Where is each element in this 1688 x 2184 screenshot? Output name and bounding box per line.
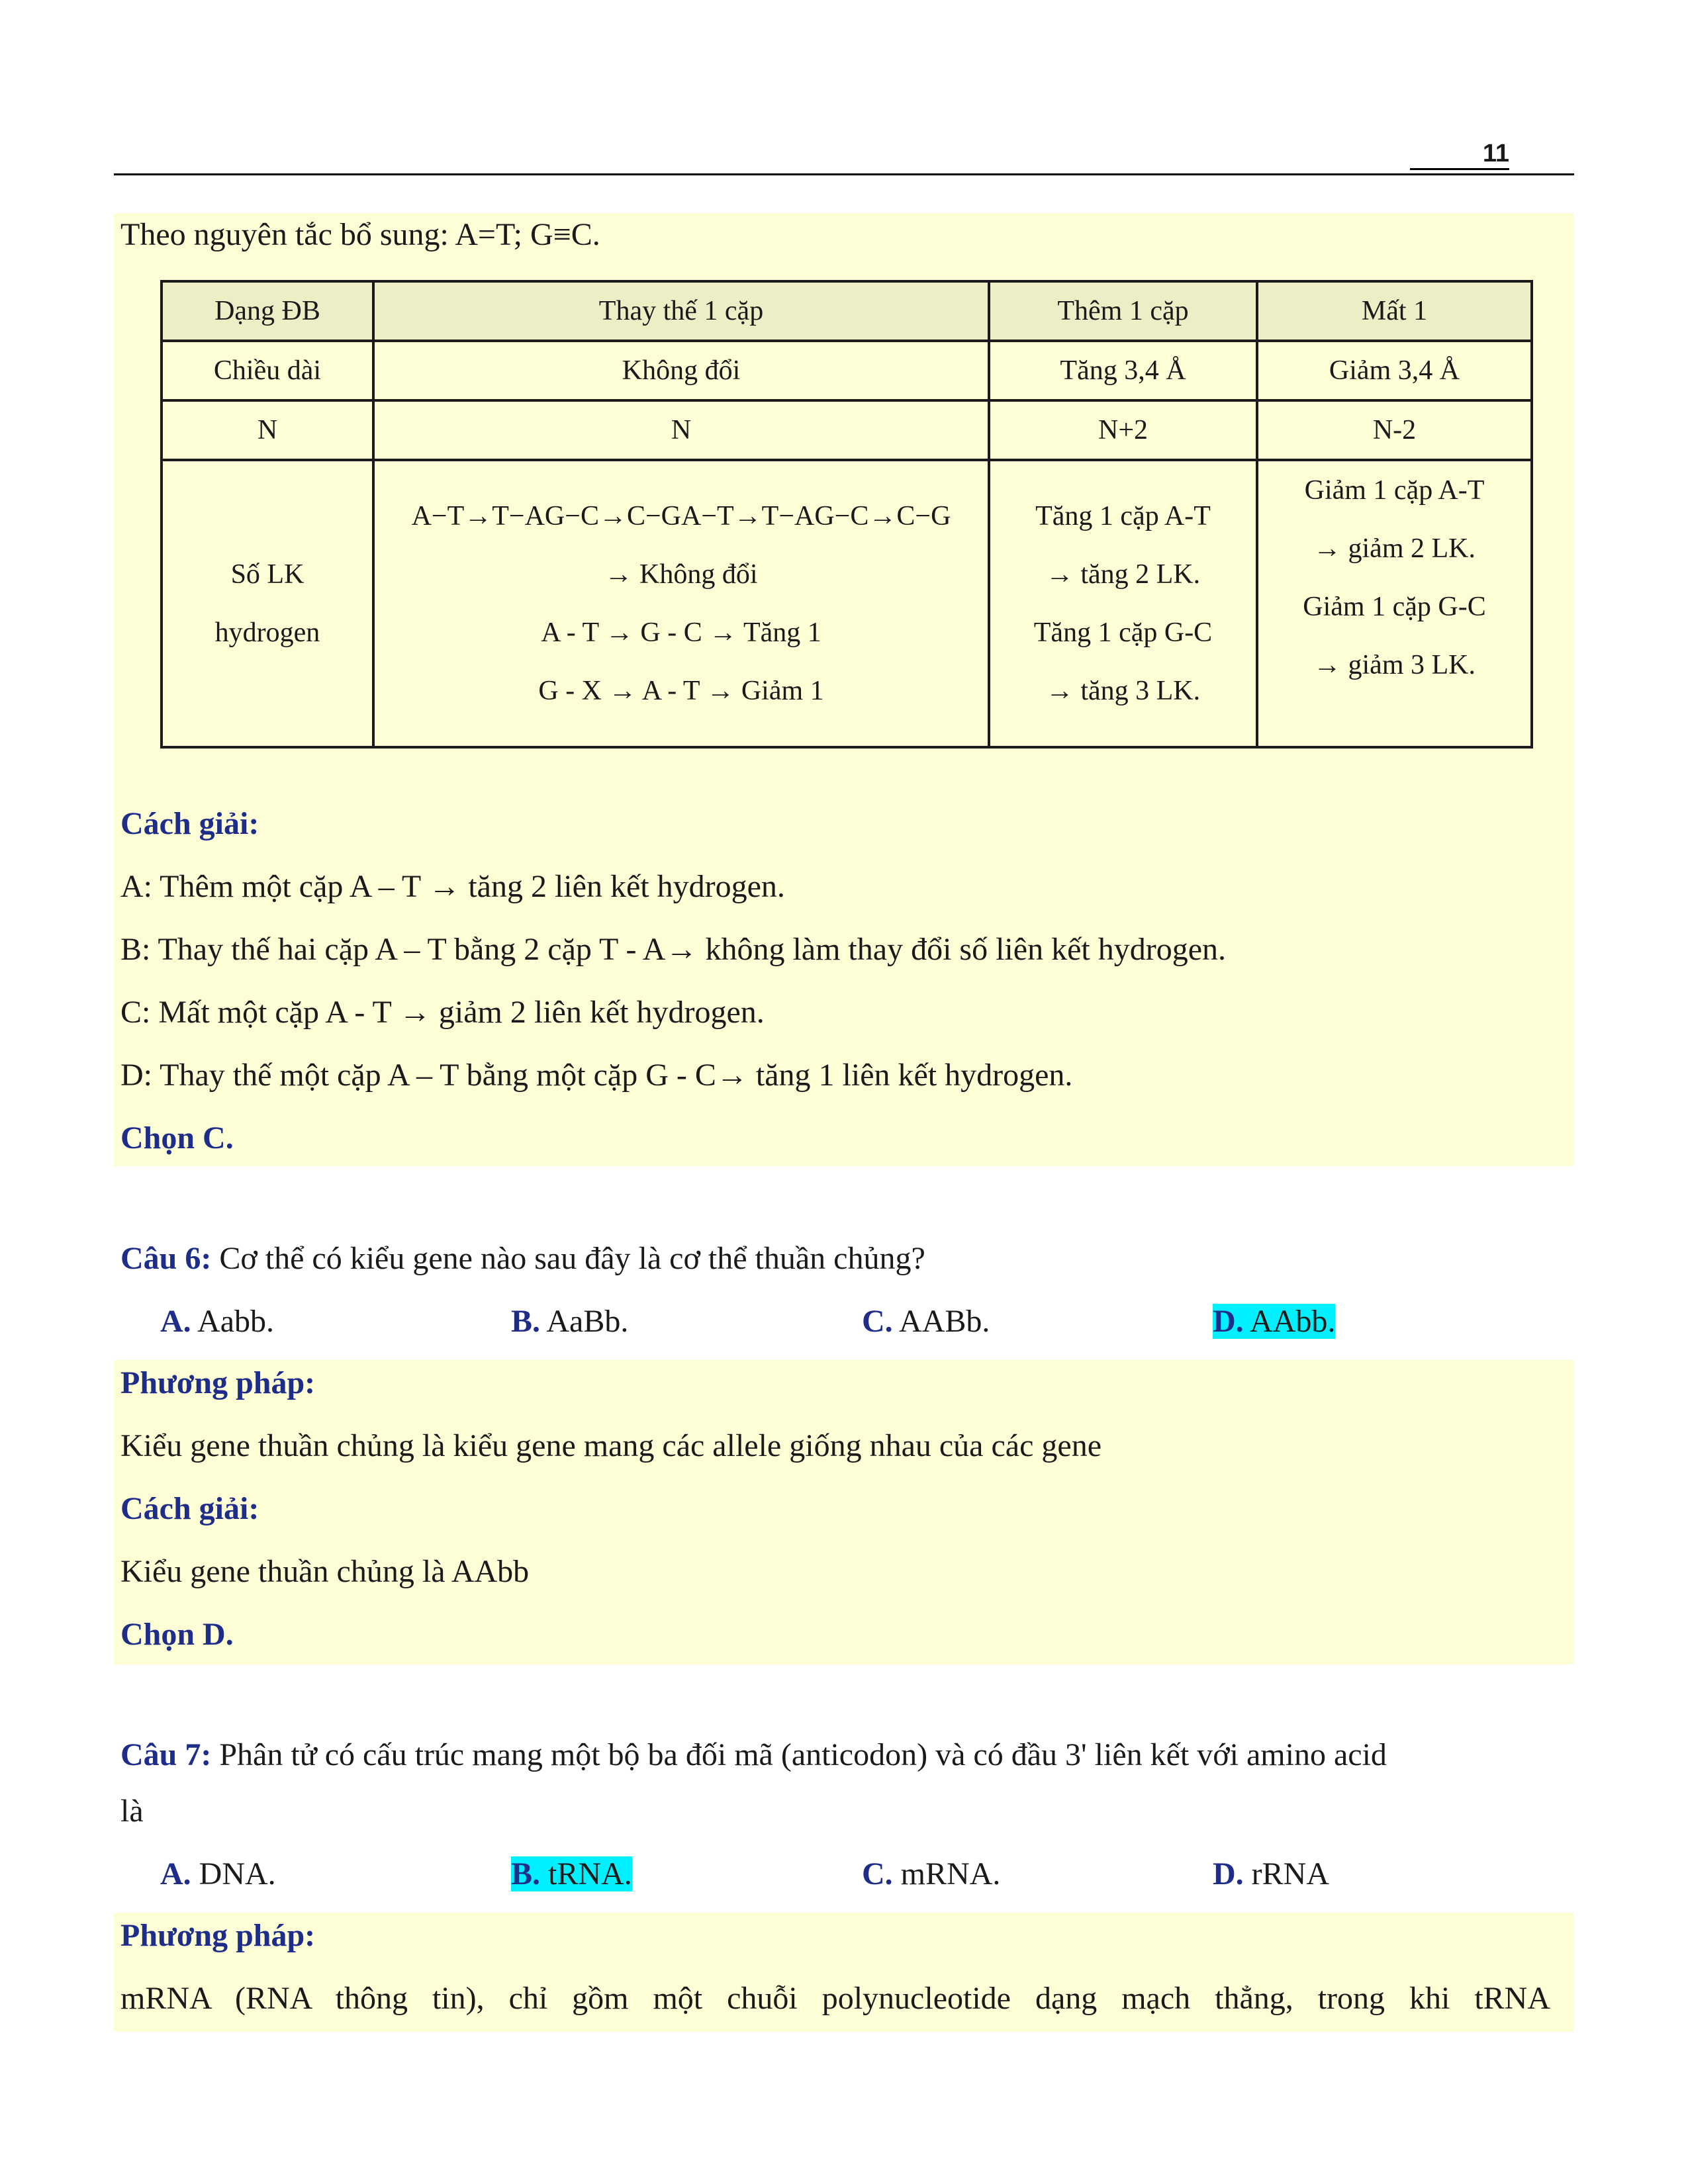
- q7-option-d: [1213, 1854, 1329, 1894]
- table-cell-hbond-deletion: [1257, 460, 1532, 747]
- table-header-cell: Mất 1: [1257, 281, 1532, 341]
- q6-option-c: [862, 1302, 990, 1342]
- table-header-cell: Thêm 1 cặp: [989, 281, 1257, 341]
- table-cell-hbond-substitution: [373, 460, 989, 747]
- q6-option-d: [1213, 1302, 1335, 1342]
- option-text: Aabb.: [191, 1304, 274, 1339]
- table-cell: N+2: [989, 400, 1257, 460]
- option-letter: A.: [160, 1304, 191, 1339]
- q6-label: Câu 6:: [120, 1241, 212, 1276]
- table-header-row: [162, 281, 1532, 341]
- cell-line: → giảm 2 LK.: [1313, 533, 1476, 564]
- q7-method-heading: Phương pháp:: [120, 1918, 316, 1953]
- cell-line: Giảm 1 cặp A-T: [1304, 475, 1485, 506]
- q7-option-a: [160, 1854, 276, 1894]
- q6-method-heading: Phương pháp:: [120, 1365, 316, 1400]
- table-cell-hbond-addition: [989, 460, 1257, 747]
- table-cell: N: [373, 400, 989, 460]
- option-text: rRNA: [1243, 1856, 1329, 1891]
- q7-question: [120, 1735, 1387, 1775]
- cell-line: G - X → A - T → Giảm 1: [538, 676, 824, 706]
- option-letter: C.: [862, 1856, 893, 1891]
- table-cell: N-2: [1257, 400, 1532, 460]
- q5-line-c: C: Mất một cặp A - T → giảm 2 liên kết hydrogen.: [120, 995, 765, 1030]
- q6-method-text: Kiểu gene thuần chủng là kiểu gene mang các allele giống nhau của các gene: [120, 1428, 1102, 1463]
- q6-question: [120, 1239, 925, 1279]
- table-header-cell: Dạng ĐB: [162, 281, 373, 341]
- table-cell: Tăng 3,4 Å: [989, 341, 1257, 400]
- q7-option-b: [511, 1854, 632, 1894]
- q6-answer: Chọn D.: [120, 1617, 234, 1652]
- q6-solution-text: Kiểu gene thuần chủng là AAbb: [120, 1554, 530, 1589]
- q7-method-text: mRNA (RNA thông tin), chỉ gồm một chuỗi polynucleotide dạng mạch thẳng, trong khi tRNA: [120, 1981, 1550, 2016]
- q7-question-cont: là: [120, 1794, 144, 1829]
- option-letter: D.: [1213, 1856, 1244, 1891]
- table-row-length: [162, 341, 1532, 400]
- option-letter: B.: [511, 1304, 541, 1339]
- table-cell-hbond-label: [162, 460, 373, 747]
- option-text: AaBb.: [540, 1304, 629, 1339]
- cell-line: → tăng 2 LK.: [1045, 559, 1201, 590]
- cell-line: Giảm 1 cặp G-C: [1303, 592, 1486, 622]
- page-number: 11: [1410, 139, 1509, 170]
- cell-line: hydrogen: [214, 617, 320, 648]
- option-text: mRNA.: [892, 1856, 1001, 1891]
- cell-line: Tăng 1 cặp A-T: [1035, 501, 1211, 531]
- cell-line: A−T→T−AG−C→C−GA−T→T−AG−C→C−G: [411, 501, 951, 531]
- option-letter: C.: [862, 1304, 893, 1339]
- q7-label: Câu 7:: [120, 1737, 212, 1772]
- option-text: tRNA.: [540, 1856, 632, 1891]
- intro-text: Theo nguyên tắc bổ sung: A=T; G≡C.: [120, 217, 600, 252]
- q7-option-c: [862, 1854, 1000, 1894]
- cell-line: A - T → G - C → Tăng 1: [541, 617, 821, 648]
- option-letter: D.: [1213, 1304, 1244, 1339]
- q5-line-a: A: Thêm một cặp A – T → tăng 2 liên kết hydrogen.: [120, 869, 785, 904]
- option-letter: A.: [160, 1856, 191, 1891]
- header-rule: [114, 173, 1574, 175]
- cell-line: → giảm 3 LK.: [1313, 650, 1476, 680]
- table-cell: Chiều dài: [162, 341, 373, 400]
- mutation-table: [160, 280, 1533, 749]
- option-text: AAbb.: [1243, 1304, 1336, 1339]
- cell-line: Số LK: [230, 559, 305, 590]
- q6-solution-block: [114, 1360, 1574, 1664]
- table-cell: Không đổi: [373, 341, 989, 400]
- q5-answer: Chọn C.: [120, 1120, 234, 1156]
- table-cell: N: [162, 400, 373, 460]
- q5-line-b: B: Thay thế hai cặp A – T bằng 2 cặp T - A→ không làm thay đổi số liên kết hydrogen.: [120, 932, 1226, 967]
- table-header-cell: Thay thế 1 cặp: [373, 281, 989, 341]
- cell-line: → tăng 3 LK.: [1045, 676, 1201, 706]
- table-row-hbond: [162, 460, 1532, 747]
- q5-method-heading: Cách giải:: [120, 806, 259, 841]
- option-text: AABb.: [892, 1304, 990, 1339]
- q6-text: Cơ thể có kiểu gene nào sau đây là cơ thể thuần chủng?: [211, 1241, 925, 1276]
- q5-line-d: D: Thay thế một cặp A – T bằng một cặp G - C→ tăng 1 liên kết hydrogen.: [120, 1058, 1073, 1093]
- option-text: DNA.: [191, 1856, 276, 1891]
- option-letter: B.: [511, 1856, 541, 1891]
- q6-solution-heading: Cách giải:: [120, 1491, 259, 1526]
- cell-line: → Không đổi: [604, 559, 758, 590]
- q7-text: Phân tử có cấu trúc mang một bộ ba đối mã (anticodon) và có đầu 3' liên kết với amino acid: [211, 1737, 1387, 1772]
- q6-option-b: [511, 1302, 628, 1342]
- q6-option-a: [160, 1302, 274, 1342]
- correct-answer-highlight: [511, 1856, 632, 1891]
- correct-answer-highlight: [1213, 1304, 1335, 1339]
- cell-line: Tăng 1 cặp G-C: [1033, 617, 1213, 648]
- table-row-n: [162, 400, 1532, 460]
- table-cell: Giảm 3,4 Å: [1257, 341, 1532, 400]
